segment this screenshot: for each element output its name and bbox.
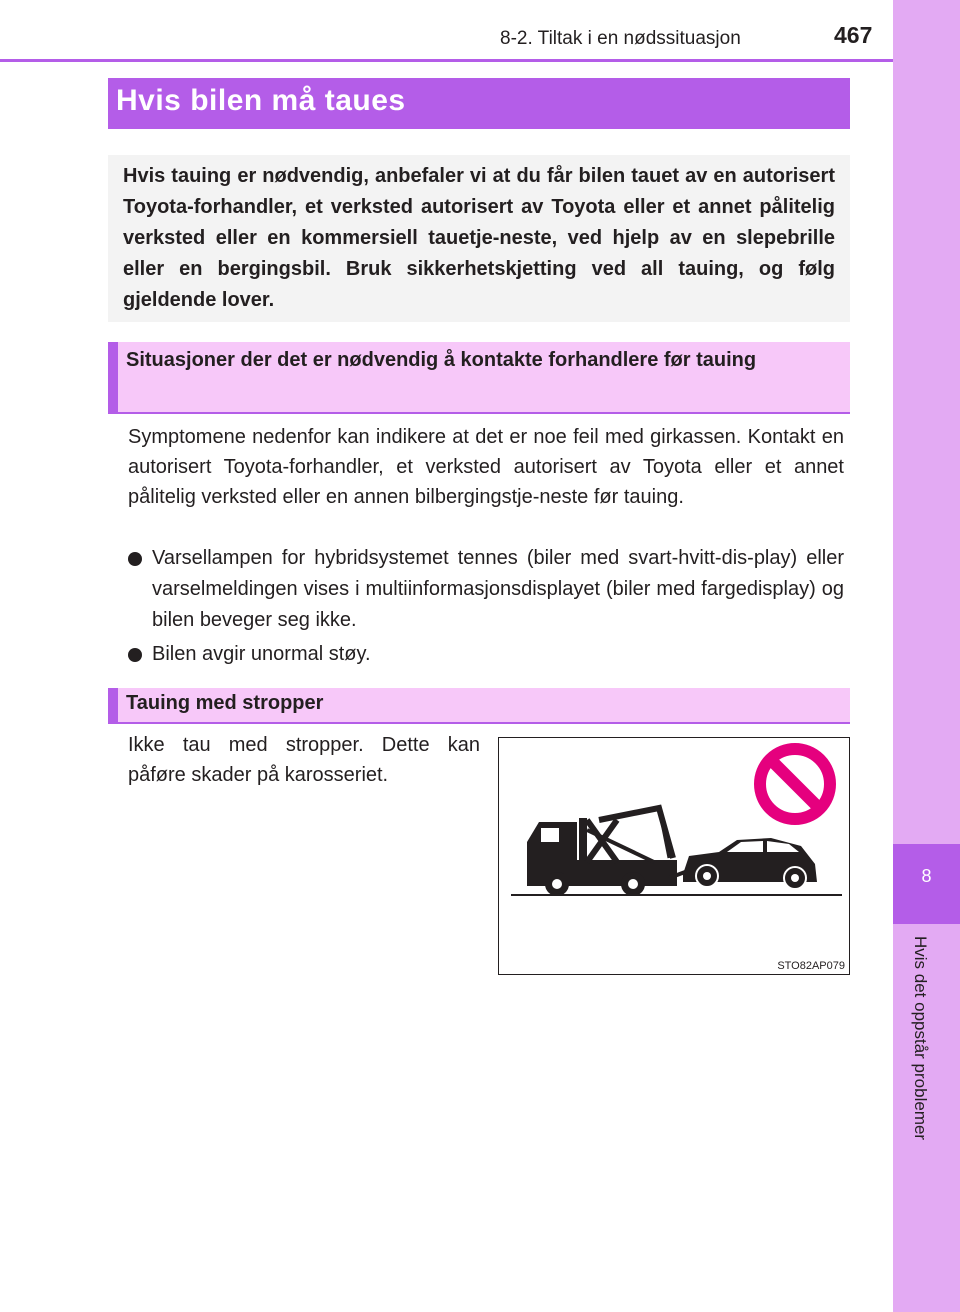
bullet-text: Varsellampen for hybridsystemet tennes (biler med svart-hvitt-dis-play) eller varselmeldingen vises i multiinformasjonsdisplayet (biler med fargedisplay) og bilen beveger seg ikke.	[152, 547, 844, 631]
section-heading-1: Situasjoner der det er nødvendig å kontakte forhandlere før tauing	[126, 349, 757, 371]
section-heading-2: Tauing med stropper	[126, 692, 324, 714]
header-divider	[0, 59, 893, 62]
figure-code: STO82AP079	[777, 960, 845, 972]
prohibited-icon	[760, 749, 830, 819]
bullet-dot	[128, 648, 142, 662]
intro-box	[108, 155, 850, 322]
section-1-body: Symptomene nedenfor kan indikere at det er noe feil med girkassen. Kontakt en autorisert Toyota-forhandler, et verksted autorisert av Toyota eller et annet pålitelig verksted eller en annen bilbergingstje-neste før tauing.	[128, 426, 844, 508]
chapter-number: 8	[921, 866, 932, 886]
section-heading-bar-1	[108, 342, 850, 414]
bullet-dot	[128, 552, 142, 566]
side-tab-label-wrap	[900, 936, 940, 1196]
page-number: 467	[834, 22, 873, 48]
bullet-item	[128, 639, 844, 670]
section-2-body: Ikke tau med stropper. Dette kan påføre skader på karosseriet.	[128, 734, 480, 786]
tow-truck-illustration	[499, 738, 849, 974]
tow-figure	[498, 737, 850, 975]
title-bar	[108, 78, 850, 129]
section-header: 8-2. Tiltak i en nødssituasjon	[500, 28, 741, 49]
section-heading-bar-2	[108, 688, 850, 724]
intro-text: Hvis tauing er nødvendig, anbefaler vi at du får bilen tauet av en autorisert Toyota-forhandler, et verksted autorisert av Toyota eller et annet pålitelig verksted eller en kommersiell tauetje-neste, ved hjelp av en slepebrille eller en bergingsbil. Bruk sikkerhetskjetting ved all tauing, og følg gjeldende lover.	[123, 165, 835, 311]
page-title: Hvis bilen må taues	[116, 84, 406, 117]
bullet-item	[128, 543, 844, 636]
bullet-text: Bilen avgir unormal støy.	[152, 643, 371, 665]
side-tab-label: Hvis det oppstår problemer	[911, 936, 930, 1141]
